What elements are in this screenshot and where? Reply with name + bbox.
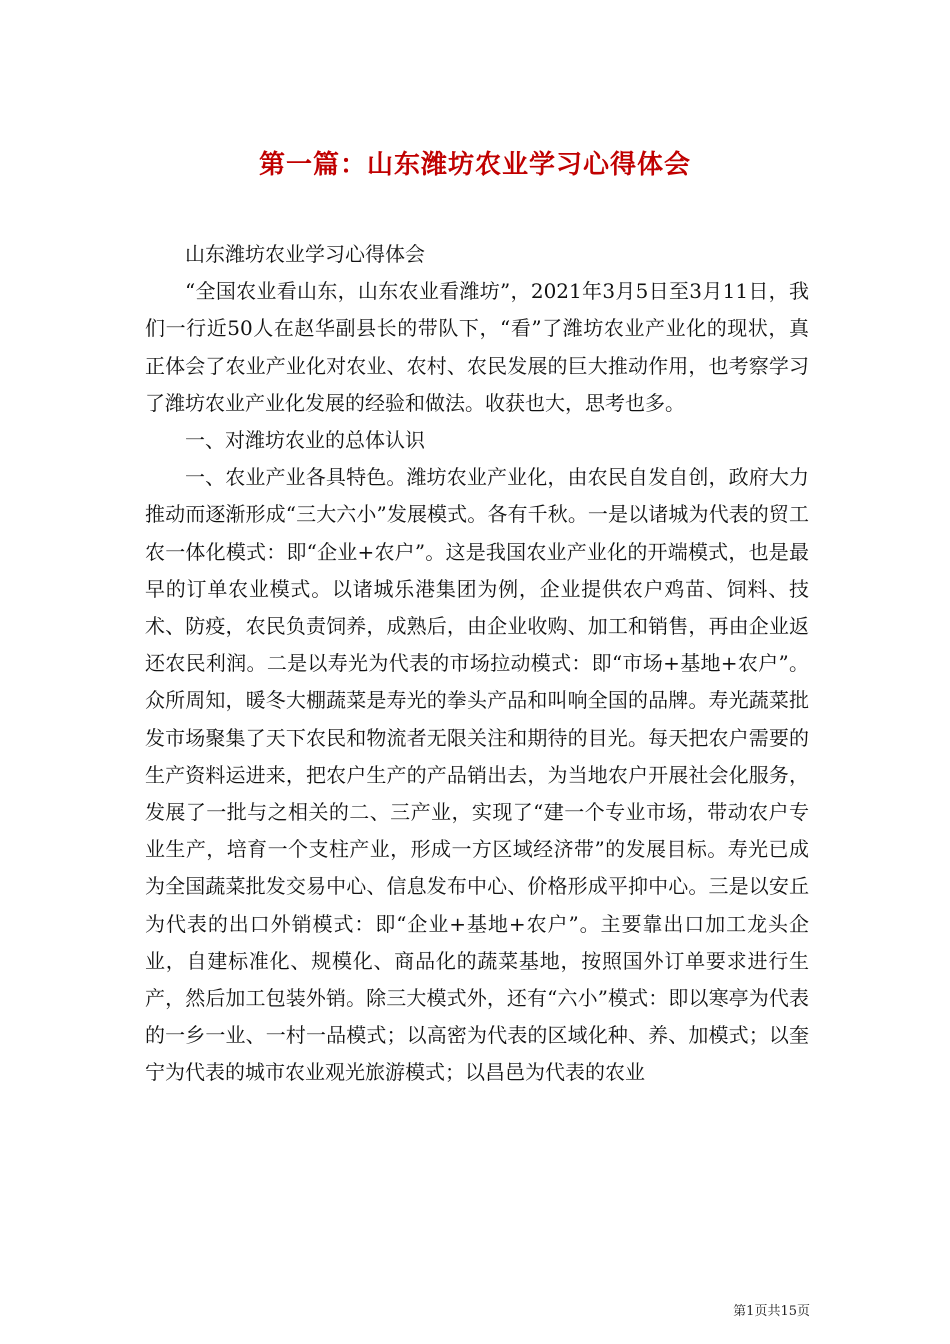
paragraph-subtitle: 山东潍坊农业学习心得体会 (185, 242, 425, 266)
paragraph-section-heading: 一、对潍坊农业的总体认识 (185, 428, 425, 453)
document-body (145, 236, 809, 1092)
paragraph-intro: “全国农业看山东，山东农业看潍坊”，2021年3月5日至3月11日，我们一行近50人在赵华副县长的带队下，“看”了潍坊农业产业化的现状，真正体会了农业产业化对农业、农村、农民发展的巨大推动作用，也考察学习了潍坊农业产业化发展的经验和做法。收获也大，思考也多。 (145, 279, 809, 415)
page-number-footer: 第1页共15页 (733, 1304, 810, 1319)
paragraph-body: 一、农业产业各具特色。潍坊农业产业化，由农民自发自创，政府大力推动而逐渐形成“三大六小”发展模式。各有千秋。一是以诸城为代表的贸工农一体化模式：即“企业+农户”。这是我国农业产业化的开端模式，也是最早的订单农业模式。以诸城乐港集团为例，企业提供农户鸡苗、饲料、技术、防疫，农民负责饲养，成熟后，由企业收购、加工和销售，再由企业返还农民利润。二是以寿光为代表的市场拉动模式：即“市场+基地+农户”。众所周知，暖冬大棚蔬菜是寿光的拳头产品和叫响全国的品牌。寿光蔬菜批发市场聚集了天下农民和物流者无限关注和期待的目光。每天把农户需要的生产资料运进来，把农户生产的产品销出去，为当地农户开展社会化服务，发展了一批与之相关的二、三产业，实现了“建一个专业市场，带动农户专业生产，培育一个支柱产业，形成一方区域经济带”的发展目标。寿光已成为全国蔬菜批发交易中心、信息发布中心、价格形成平抑中心。三是以安丘为代表的出口外销模式：即“企业+基地+农户”。主要靠出口加工龙头企业，自建标准化、规模化、商品化的蔬菜基地，按照国外订单要求进行生产，然后加工包装外销。除三大模式外，还有“六小”模式：即以寒亭为代表的一乡一业、一村一品模式；以高密为代表的区域化种、养、加模式；以奎宁为代表的城市农业观光旅游模式；以昌邑为代表的农业 (145, 465, 809, 1085)
page-title: 第一篇：山东潍坊农业学习心得体会 (258, 150, 691, 181)
